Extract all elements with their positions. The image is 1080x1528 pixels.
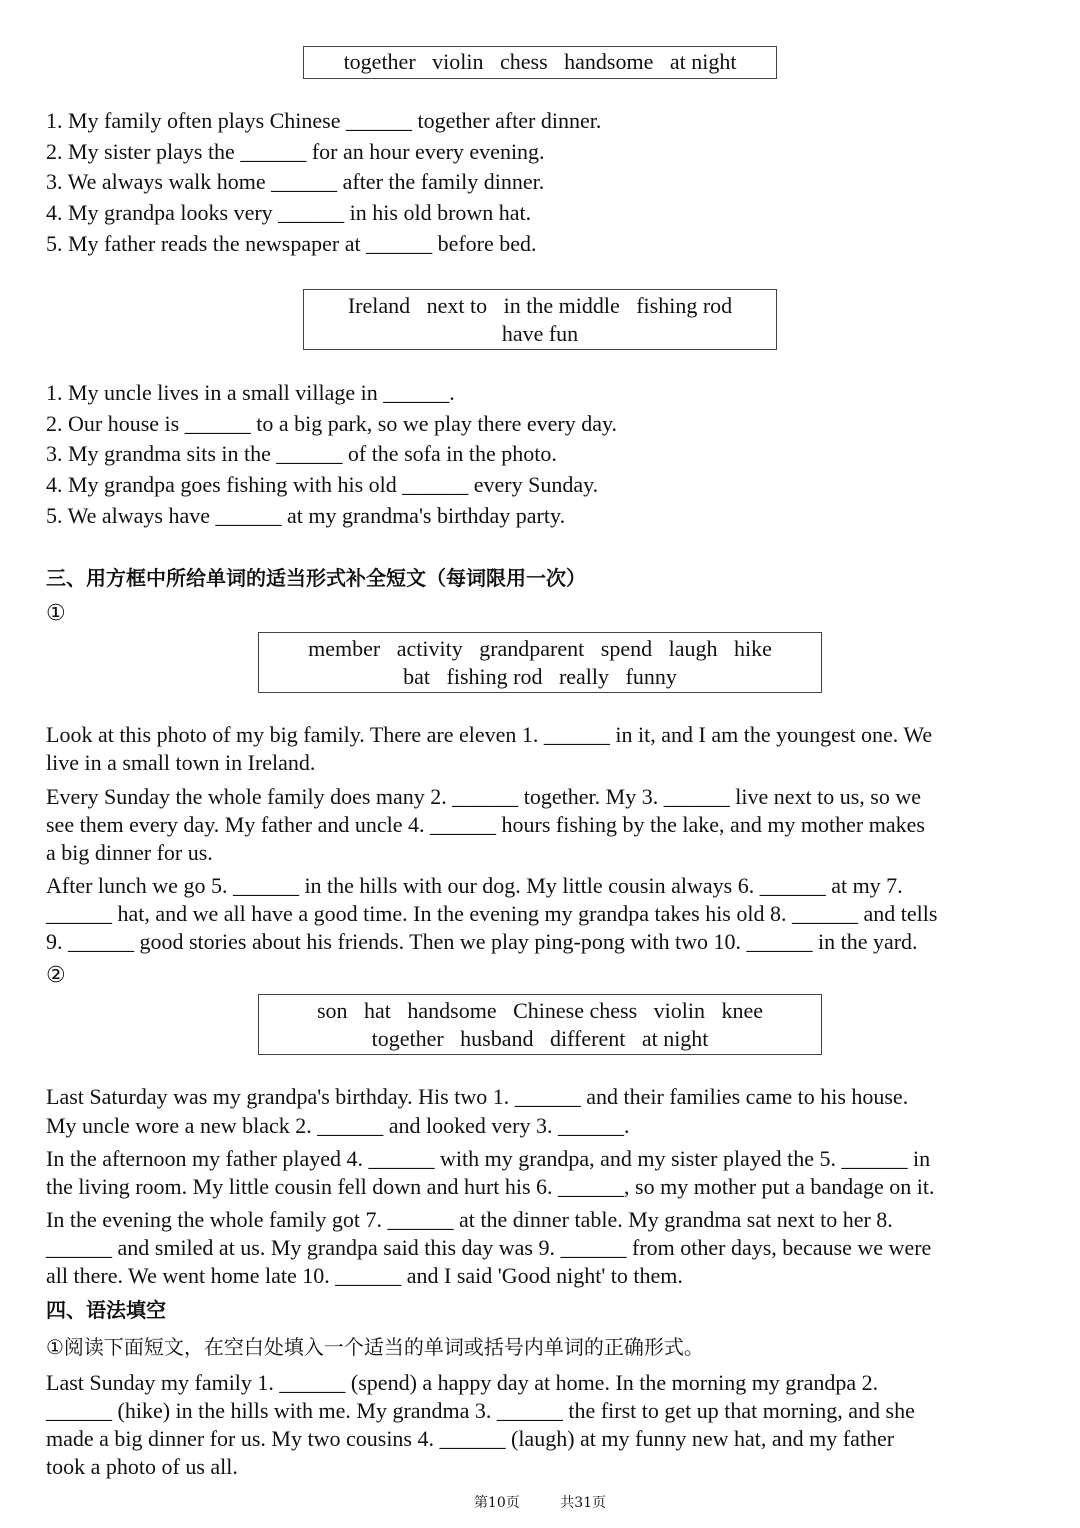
passage-line: In the evening the whole family got 7. ______ at the dinner table. My grandma sat next to her 8. — [46, 1207, 893, 1232]
sentence-line: 5. My father reads the newspaper at ______ before bed. — [46, 231, 537, 256]
passage-line: Last Sunday my family 1. ______ (spend) a happy day at home. In the morning my grandpa 2. — [46, 1370, 879, 1395]
page-number: 第10页 — [473, 1495, 520, 1511]
passage-line: After lunch we go 5. ______ in the hills with our dog. My little cousin always 6. ______ at my 7. — [46, 873, 903, 898]
word-box-line: together husband different at night — [371, 1026, 709, 1051]
section-heading-4: 四、语法填空 — [46, 1298, 166, 1322]
passage-line: all there. We went home late 10. ______ and I said 'Good night' to them. — [46, 1263, 683, 1288]
sentence-line: 1. My uncle lives in a small village in ______. — [46, 380, 455, 405]
passage-line: 9. ______ good stories about his friends. Then we play ping-pong with two 10. ______ in the yard. — [46, 929, 918, 954]
passage-line: ______ and smiled at us. My grandpa said this day was 9. ______ from other days, because we were — [46, 1235, 932, 1260]
passage-line: live in a small town in Ireland. — [46, 750, 316, 775]
page-total: 共31页 — [560, 1495, 607, 1511]
passage-line: Look at this photo of my big family. There are eleven 1. ______ in it, and I am the youngest one. We — [46, 722, 933, 747]
word-box-line: member activity grandparent spend laugh hike — [308, 636, 772, 661]
passage-line: took a photo of us all. — [46, 1454, 238, 1479]
passage-line: a big dinner for us. — [46, 840, 213, 865]
passage-line: In the afternoon my father played 4. ______ with my grandpa, and my sister played the 5. ______ in — [46, 1146, 931, 1171]
passage-line: made a big dinner for us. My two cousins 4. ______ (laugh) at my funny new hat, and my father — [46, 1426, 895, 1451]
instruction-text: ①阅读下面短文，在空白处填入一个适当的单词或括号内单词的正确形式。 — [46, 1335, 704, 1359]
passage-number-2: ② — [46, 963, 66, 988]
word-box-line: together violin chess handsome at night — [343, 49, 737, 74]
passage-line: Last Saturday was my grandpa's birthday. His two 1. ______ and their families came to his house. — [46, 1084, 909, 1109]
sentence-line: 3. My grandma sits in the ______ of the sofa in the photo. — [46, 441, 557, 466]
sentence-line: 2. Our house is ______ to a big park, so we play there every day. — [46, 411, 618, 436]
sentence-line: 3. We always walk home ______ after the family dinner. — [46, 169, 545, 194]
passage-line: see them every day. My father and uncle 4. ______ hours fishing by the lake, and my mother makes — [46, 812, 925, 837]
passage-line: My uncle wore a new black 2. ______ and looked very 3. ______. — [46, 1113, 630, 1138]
word-box-line: Ireland next to in the middle fishing rod — [347, 293, 733, 318]
word-box-4 — [258, 994, 822, 1055]
sentence-line: 1. My family often plays Chinese ______ together after dinner. — [46, 108, 602, 133]
word-box-line: bat fishing rod really funny — [403, 664, 677, 689]
sentence-line: 4. My grandpa looks very ______ in his old brown hat. — [46, 200, 532, 225]
page-footer — [0, 1492, 1080, 1512]
word-box-3 — [258, 632, 822, 693]
passage-number-1: ① — [46, 601, 66, 626]
passage-line: Every Sunday the whole family does many 2. ______ together. My 3. ______ live next to us, so we — [46, 784, 921, 809]
word-box-line: son hat handsome Chinese chess violin knee — [316, 998, 764, 1023]
sentence-line: 2. My sister plays the ______ for an hour every evening. — [46, 139, 545, 164]
word-box-line: have fun — [501, 321, 579, 346]
sentence-line: 5. We always have ______ at my grandma's birthday party. — [46, 503, 566, 528]
passage-line: the living room. My little cousin fell down and hurt his 6. ______, so my mother put a bandage on it. — [46, 1174, 935, 1199]
passage-line: ______ (hike) in the hills with me. My grandma 3. ______ the first to get up that morning, and she — [46, 1398, 915, 1423]
word-box-2 — [303, 289, 777, 350]
passage-line: ______ hat, and we all have a good time. In the evening my grandpa takes his old 8. ______ and tells — [46, 901, 938, 926]
sentence-line: 4. My grandpa goes fishing with his old ______ every Sunday. — [46, 472, 599, 497]
word-box-1 — [303, 46, 777, 79]
section-heading-3: 三、用方框中所给单词的适当形式补全短文（每词限用一次） — [46, 566, 586, 590]
